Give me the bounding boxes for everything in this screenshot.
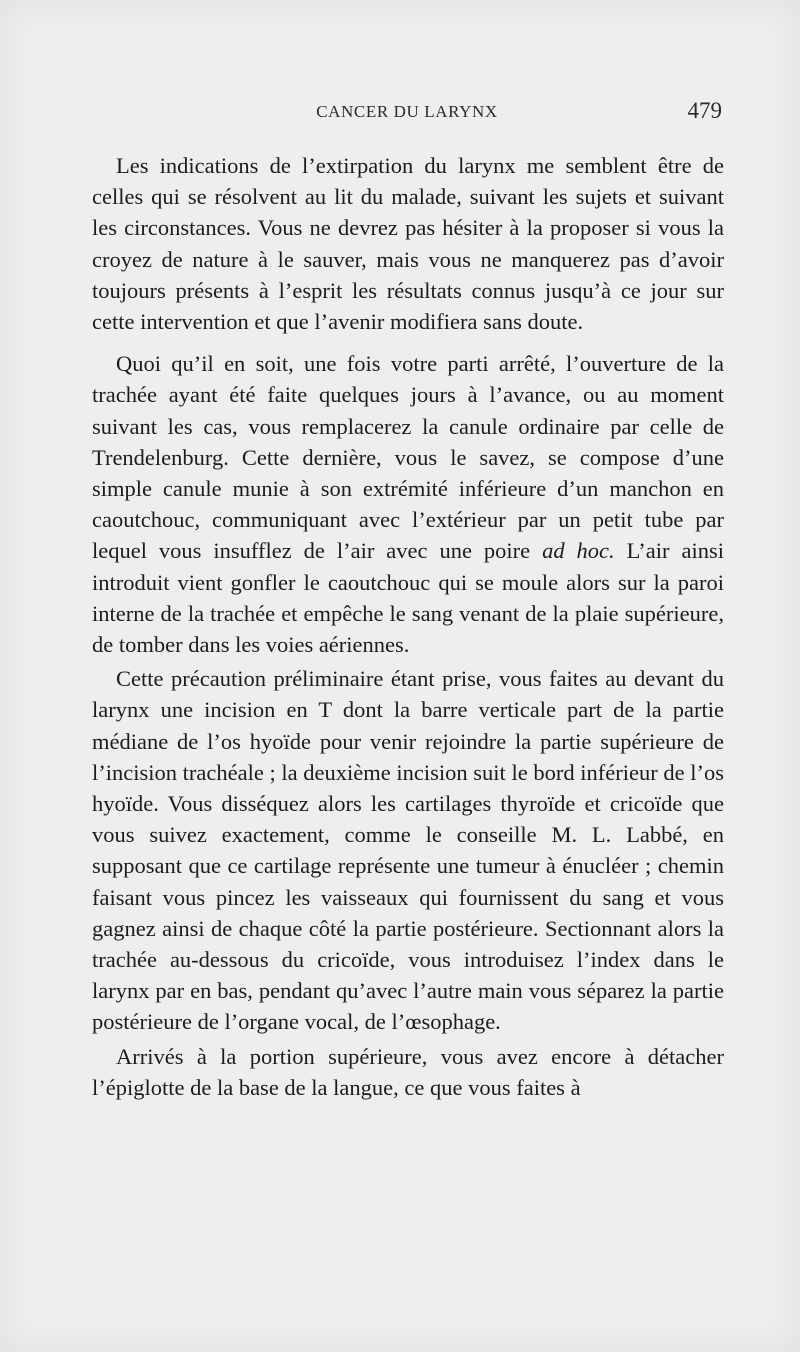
paragraph-2-text-end: L’air ainsi introduit vient gonfler le caoutchouc qui se moule alors sur la paroi interne de la trachée et empêche le sang venant de la plaie supérieure, de tomber dans les voies aériennes. [92, 538, 724, 658]
paragraph-2 [92, 348, 724, 660]
paragraph-4: Arrivés à la portion supérieure, vous avez encore à détacher l’épiglotte de la base de la langue, ce que vous faites à [92, 1043, 724, 1100]
paragraph-3: Cette précaution préliminaire étant prise, vous faites au devant du larynx une incision en T dont la barre verticale part de la partie médiane de l’os hyoïde pour venir rejoindre la partie supérieure de l’incision trachéale ; la deuxième incision suit le bord inférieur de l’os hyoïde. Vous disséquez alors les cartilages thyroïde et cricoïde que vous suivez exactement, comme le conseille M. L. Labbé, en supposant que ce cartilage représente une tumeur à énucléer ; chemin faisant vous pincez les vaisseaux qui fournissent du sang et vous gagnez ainsi de chaque côté la partie postérieure. Sectionnant alors la trachée au-dessous du cricoïde, vous introduisez l’index dans le larynx par en bas, pendant qu’avec l’autre main vous séparez la partie postérieure de l’organe vocal, de l’œsophage. [92, 666, 724, 1035]
paragraph-1: Les indications de l’extirpation du larynx me semblent être de celles qui se résolvent au lit du malade, suivant les sujets et suivant les circonstances. Vous ne devrez pas hésiter à la proposer si vous la croyez de nature à le sauver, mais vous ne manquerez pas d’avoir toujours présents à l’esprit les résultats connus jusqu’à ce jour sur cette intervention et que l’avenir modifiera sans doute. [92, 153, 724, 335]
running-title: CANCER DU LARYNX [316, 102, 498, 121]
page-number: 479 [687, 98, 722, 123]
paragraph-2-text-start: Quoi qu’il en soit, une fois votre parti arrêté, l’ouverture de la trachée ayant été faite quelques jours à l’avance, ou au moment suivant les cas, vous remplacerez la canule ordinaire par celle de Trendelenburg. Cette dernière, vous le savez, se compose d’une simple canule munie à son extrémité inférieure d’un manchon en caoutchouc, communiquant avec l’extérieur par un petit tube par lequel vous insufflez de l’air avec une poire [92, 351, 724, 564]
page-header [92, 98, 722, 130]
body-text [92, 150, 724, 1103]
latin-phrase: ad hoc. [542, 538, 615, 564]
